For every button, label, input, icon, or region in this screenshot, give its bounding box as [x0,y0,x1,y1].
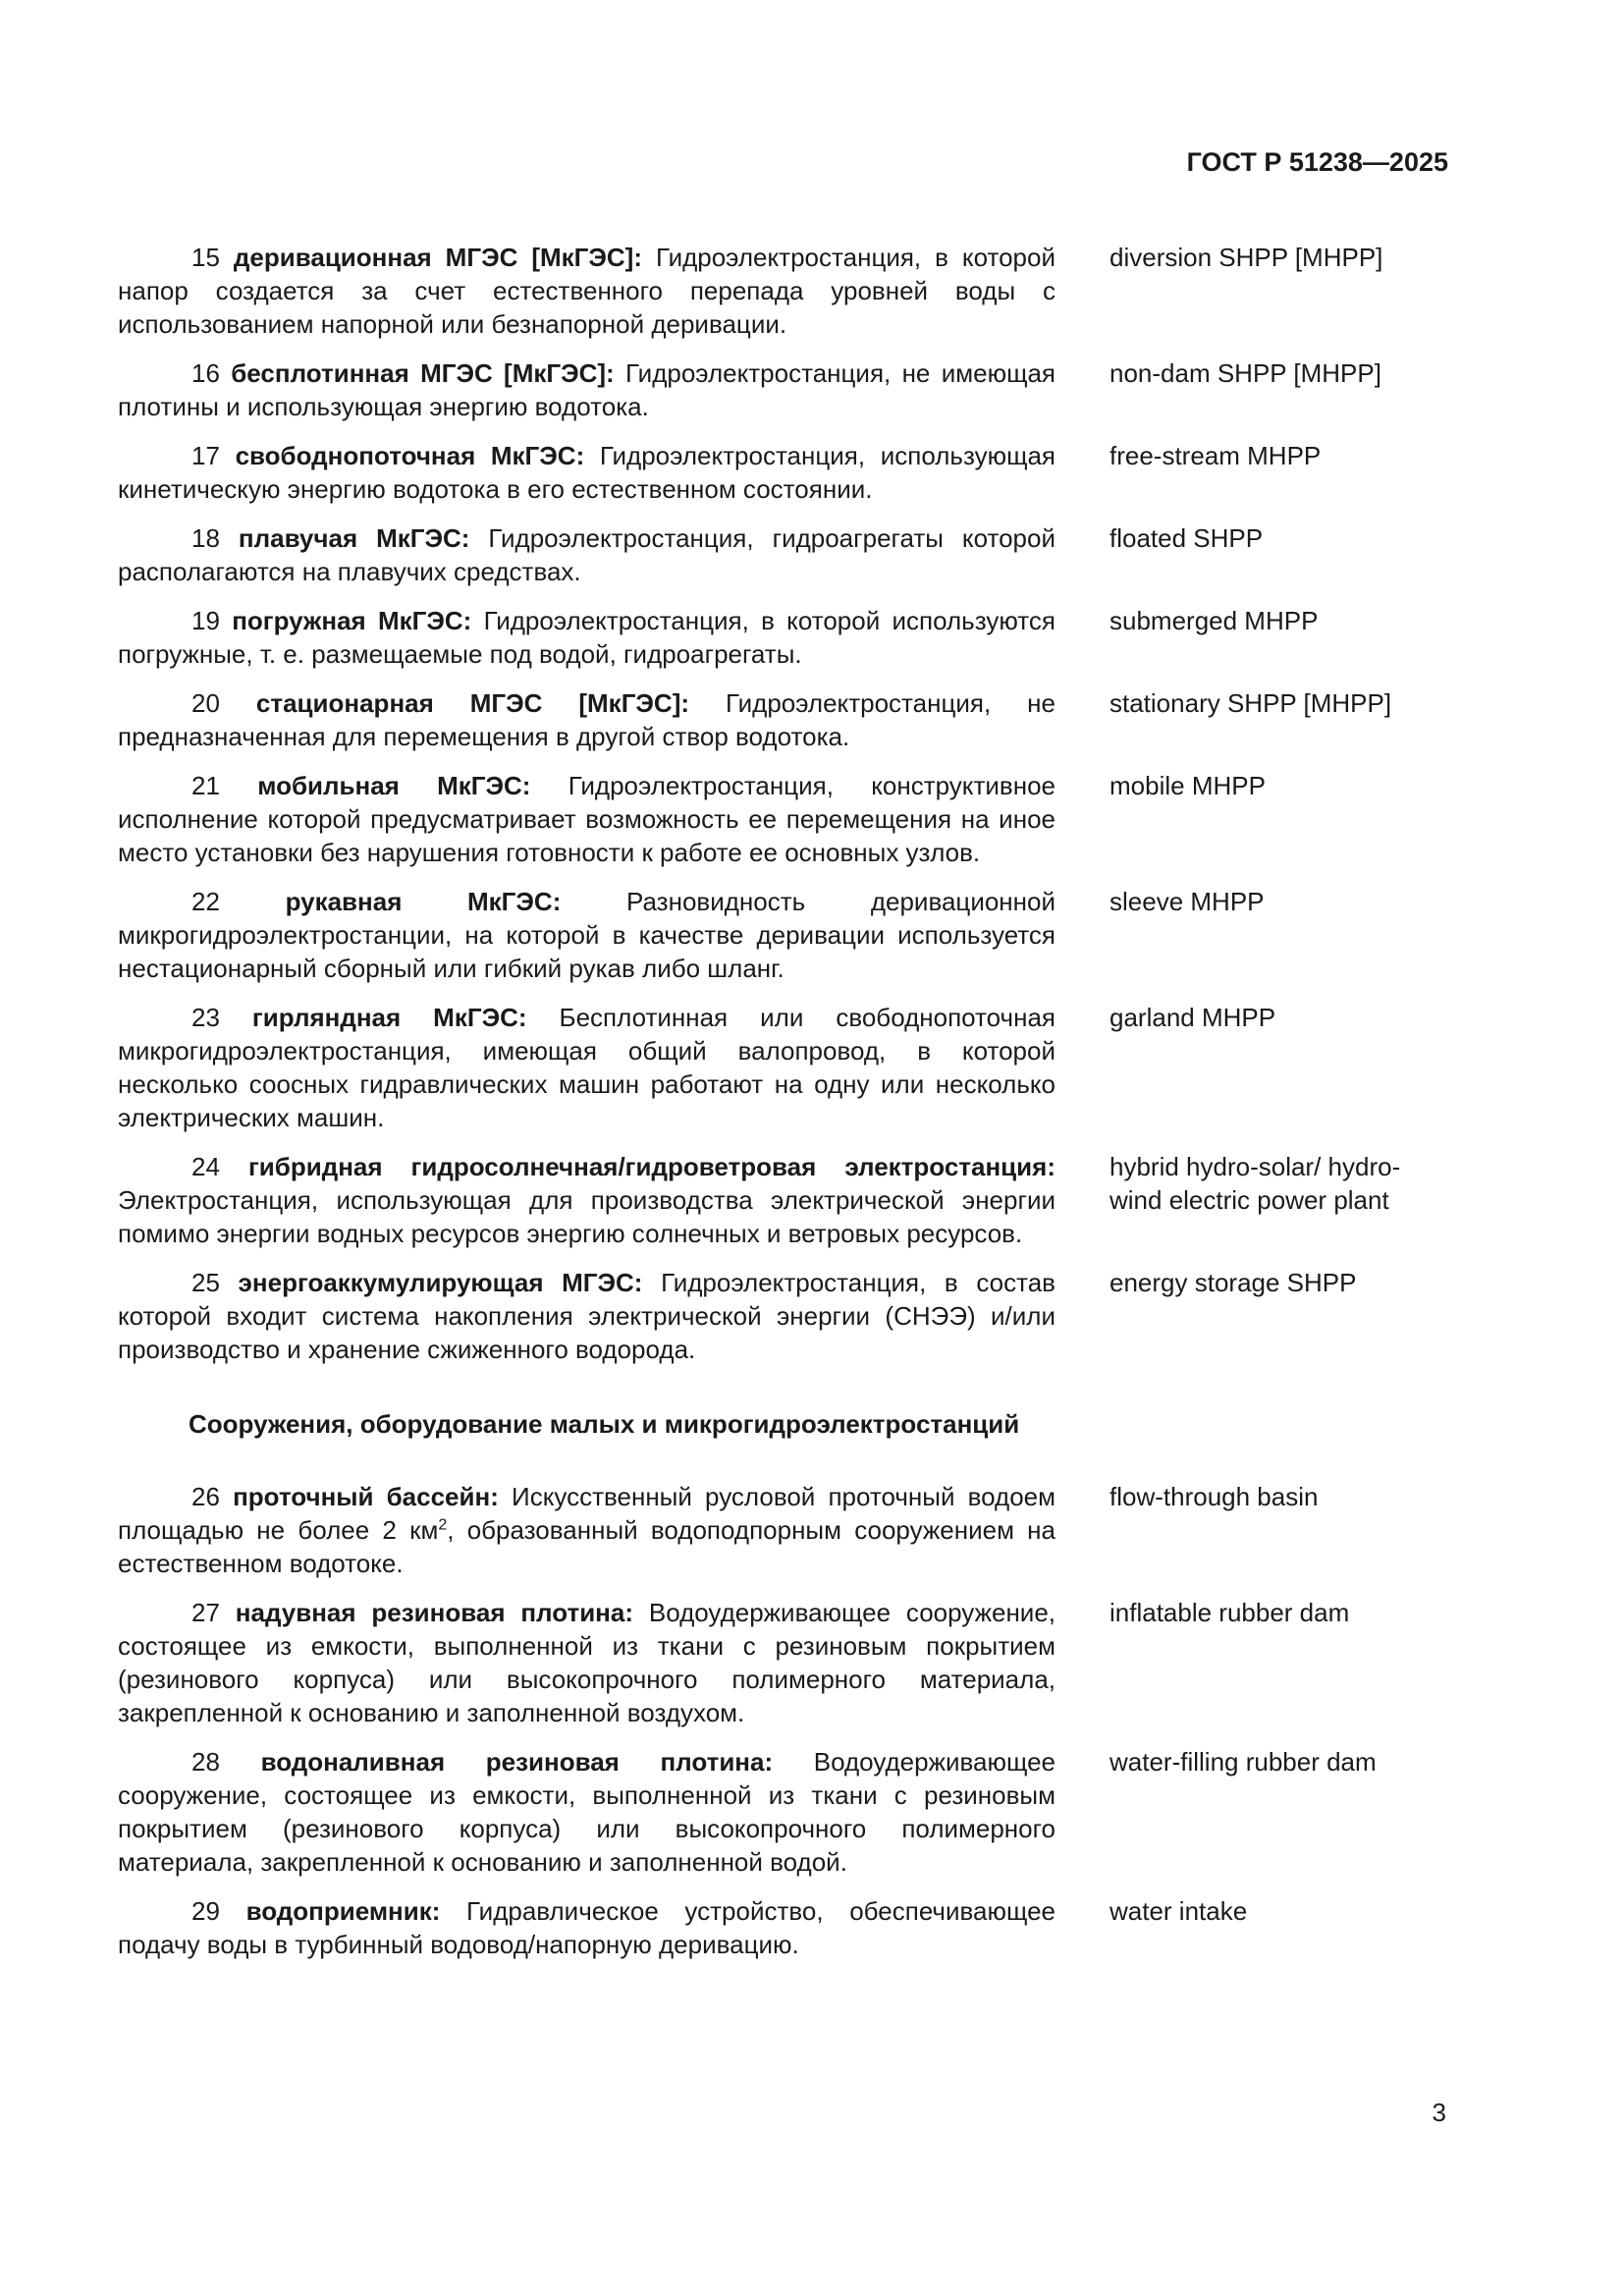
term-number: 19 [191,606,220,635]
term-definition [118,521,1055,588]
term-english: garland MHPP [1109,1003,1276,1032]
term-definition [118,1266,1055,1366]
term-number: 28 [191,1747,220,1777]
term-english: hybrid hydro-solar/ hydro-wind electric power plant [1109,1152,1401,1215]
term-definition [118,1150,1055,1250]
term-english: water-filling rubber dam [1109,1747,1377,1777]
superscript: 2 [438,1516,448,1534]
term-definition [118,1480,1055,1580]
term-entry-19 [118,604,1434,671]
term-name: бесплотинная МГЭС [МкГЭС]: [231,358,615,388]
term-definition [118,1001,1055,1134]
term-name: рукавная МкГЭС: [285,887,562,916]
term-name: надувная резиновая плотина: [235,1598,633,1627]
term-entry-25 [118,1266,1434,1366]
term-english: mobile MHPP [1109,771,1266,800]
term-number: 15 [191,243,220,272]
term-definition [118,1745,1055,1879]
term-name: проточный бассейн: [233,1482,499,1511]
term-entry-26 [118,1480,1434,1580]
term-name: энергоаккумулирующая МГЭС: [238,1268,643,1297]
term-definition [118,1894,1055,1961]
term-number: 16 [191,358,220,388]
term-text: Гидроэлектростанция, использующая кинетическую энергию водотока в его естественном состоянии. [118,441,1056,504]
term-english: inflatable rubber dam [1109,1598,1350,1627]
term-definition [118,356,1055,423]
document-header: ГОСТ Р 51238—2025 [1186,147,1448,177]
term-text: Водоудерживающее сооружение, состоящее из емкости, выполненной из ткани с резиновым покрытием (резинового корпуса) или высокопрочного полимерного материала, закрепленной к основанию и заполненной воздухом. [118,1598,1056,1727]
term-english: non-dam SHPP [MHPP] [1109,358,1381,388]
term-number: 20 [191,688,220,718]
term-number: 21 [191,771,220,800]
term-text: Искусственный русловой проточный водоем площадью не более 2 км [118,1482,1056,1545]
term-text: Гидроэлектростанция, не имеющая плотины и использующая энергию водотока. [118,358,1055,421]
term-english: stationary SHPP [MHPP] [1109,688,1392,718]
term-english: free-stream MHPP [1109,441,1322,470]
term-number: 18 [191,523,220,553]
term-text: Электростанция, использующая для производства электрической энергии помимо энергии водных ресурсов энергию солнечных и ветровых ресурсов. [118,1185,1055,1248]
term-english: sleeve MHPP [1109,887,1265,916]
term-text-cont: , образованный водоподпорным сооружением на естественном водотоке. [118,1515,1055,1578]
term-entry-16 [118,356,1434,423]
term-text: Гидравлическое устройство, обеспечивающее подачу воды в турбинный водовод/напорную деривацию. [118,1896,1055,1959]
section-title: Сооружения, оборудование малых и микрогидроэлектростанций [189,1409,1020,1439]
term-text: Водоудерживающее сооружение, состоящее из емкости, выполненной из ткани с резиновым покрытием (резинового корпуса) или высокопрочного полимерного материала, закрепленной к основанию и заполненной водой. [118,1747,1055,1877]
terms-group-a [118,241,1434,1366]
term-text: Гидроэлектростанция, в состав которой входит система накопления электрической энергии (СНЭЭ) и/или производство и хранение сжиженного водорода. [118,1268,1055,1364]
term-text: Гидроэлектростанция, гидроагрегаты которой располагаются на плавучих средствах. [118,523,1055,586]
term-text: Гидроэлектростанция, конструктивное исполнение которой предусматривает возможность ее перемещения на иное место установки без нарушения готовности к работе ее основных узлов. [118,771,1055,867]
term-number: 17 [191,441,220,470]
term-number: 26 [191,1482,220,1511]
term-entry-24 [118,1150,1434,1250]
term-name: деривационная МГЭС [МкГЭС]: [233,243,642,272]
term-entry-29 [118,1894,1434,1961]
term-english: floated SHPP [1109,523,1264,553]
term-english: submerged MHPP [1109,606,1319,635]
term-entry-18 [118,521,1434,588]
term-definition [118,439,1055,506]
term-text: Гидроэлектростанция, в которой напор создается за счет естественного перепада уровней воды с использованием напорной или безнапорной деривации. [118,243,1055,339]
term-definition [118,885,1055,985]
term-entry-21 [118,769,1434,869]
term-english: diversion SHPP [MHPP] [1109,243,1383,272]
term-entry-28 [118,1745,1434,1879]
term-name: свободнопоточная МкГЭС: [235,441,585,470]
term-text: Гидроэлектростанция, в которой используются погружные, т. е. размещаемые под водой, гидроагрегаты. [118,606,1055,669]
term-entry-15 [118,241,1434,341]
term-entry-27 [118,1596,1434,1729]
term-name: водоналивная резиновая плотина: [260,1747,774,1777]
term-name: мобильная МкГЭС: [257,771,531,800]
term-text: Бесплотинная или свободнопоточная микрогидроэлектростанция, имеющая общий валопровод, в которой несколько соосных гидравлических машин работают на одну или несколько электрических машин. [118,1003,1055,1132]
term-entry-17 [118,439,1434,506]
term-english: flow-through basin [1109,1482,1319,1511]
term-english: water intake [1109,1896,1248,1926]
page-number: 3 [1432,2098,1446,2127]
term-entry-23 [118,1001,1434,1134]
term-entry-22 [118,885,1434,985]
term-text: Разновидность деривационной микрогидроэлектростанции, на которой в качестве деривации используется нестационарный сборный или гибкий рукав либо шланг. [118,887,1055,983]
term-name: погружная МкГЭС: [232,606,472,635]
term-number: 29 [191,1896,220,1926]
terms-group-b [118,1596,1434,1961]
term-name: гибридная гидросолнечная/гидроветровая электростанция: [247,1152,1055,1181]
term-entry-20 [118,686,1434,753]
term-definition [118,604,1055,671]
terms-list [118,241,1434,1977]
term-text: Гидроэлектростанция, не предназначенная для перемещения в другой створ водотока. [118,688,1055,751]
term-name: плавучая МкГЭС: [238,523,470,553]
term-definition [118,1596,1055,1729]
term-number: 22 [191,887,220,916]
term-definition [118,686,1055,753]
term-name: гирляндная МкГЭС: [251,1003,527,1032]
term-english: energy storage SHPP [1109,1268,1357,1297]
term-number: 25 [191,1268,220,1297]
term-number: 24 [191,1152,220,1181]
term-definition [118,241,1055,341]
term-number: 27 [191,1598,220,1627]
term-name: стационарная МГЭС [МкГЭС]: [255,688,690,718]
term-name: водоприемник: [245,1896,441,1926]
term-definition [118,769,1055,869]
term-number: 23 [191,1003,220,1032]
